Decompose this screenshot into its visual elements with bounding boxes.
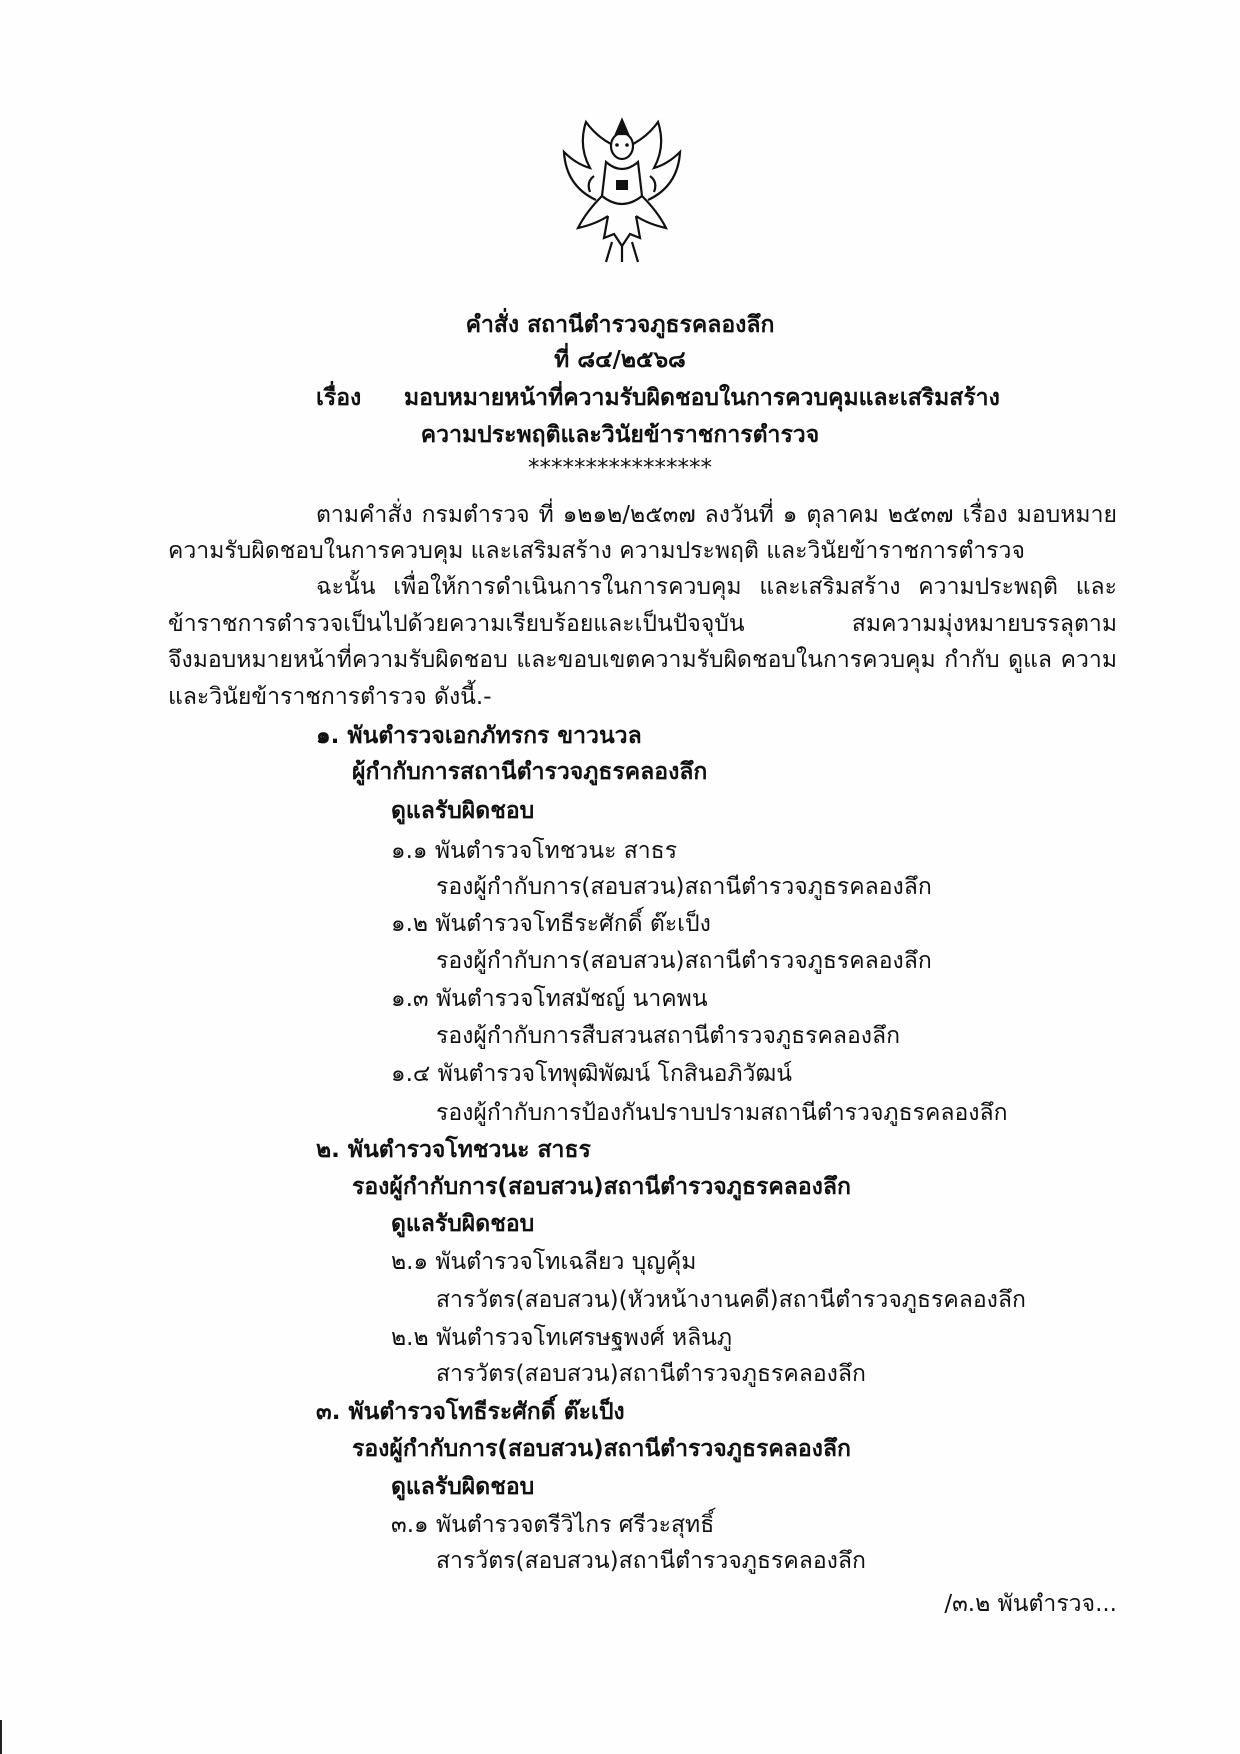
assignment-position: รองผู้กำกับการ(สอบสวน)สถานีตำรวจภูธรคลองลึก bbox=[352, 1436, 851, 1462]
sub-officer-position: รองผู้กำกับการ(สอบสวน)สถานีตำรวจภูธรคลองลึก bbox=[436, 874, 932, 900]
order-number: ที่ ๘๔/๒๕๖๘ bbox=[554, 347, 686, 373]
sub-officer-name: ๑.๒ พันตำรวจโทธีระศักดิ์ ต๊ะเป็ง bbox=[391, 911, 711, 937]
sub-officer-position: รองผู้กำกับการป้องกันปราบปรามสถานีตำรวจภูธรคลองลึก bbox=[436, 1100, 1008, 1126]
sub-officer-name: ๓.๑ พันตำรวจตรีวิไกร ศรีวะสุทธิ์ bbox=[391, 1512, 715, 1538]
paragraph-2-line-3: จึงมอบหมายหน้าที่ความรับผิดชอบ และขอบเขตความรับผิดชอบในการควบคุม กำกับ ดูแล ความ bbox=[168, 647, 1117, 673]
assignment-position: ผู้กำกับการสถานีตำรวจภูธรคลองลึก bbox=[352, 759, 708, 785]
assignment-position: รองผู้กำกับการ(สอบสวน)สถานีตำรวจภูธรคลองลึก bbox=[352, 1174, 851, 1200]
sub-officer-name: ๑.๑ พันตำรวจโทชวนะ สาธร bbox=[391, 838, 678, 864]
assignment-heading: ๑. พันตำรวจเอกภัทรกร ขาวนวล bbox=[316, 723, 642, 749]
sub-officer-position: สารวัตร(สอบสวน)(หัวหน้างานคดี)สถานีตำรวจภูธรคลองลึก bbox=[436, 1287, 1026, 1313]
scan-edge-mark bbox=[0, 1720, 2, 1754]
paragraph-2-line-2: ข้าราชการตำรวจเป็นไปด้วยความเรียบร้อยและเป็นปัจจุบัน สมความมุ่งหมายบรรลุตาม bbox=[168, 611, 1117, 637]
sub-officer-position: สารวัตร(สอบสวน)สถานีตำรวจภูธรคลองลึก bbox=[436, 1361, 866, 1387]
paragraph-1-line-2: ความรับผิดชอบในการควบคุม และเสริมสร้าง ความประพฤติ และวินัยข้าราชการตำรวจ bbox=[168, 538, 1025, 564]
sub-officer-name: ๑.๓ พันตำรวจโทสมัชญ์ นาคพน bbox=[391, 986, 708, 1012]
paragraph-2-line-1: ฉะนั้น เพื่อให้การดำเนินการในการควบคุม และเสริมสร้าง ความประพฤติ และ bbox=[316, 574, 1117, 600]
subject-label: เรื่อง bbox=[316, 385, 362, 411]
subject-line-2: ความประพฤติและวินัยข้าราชการตำรวจ bbox=[420, 422, 820, 448]
sub-officer-position: รองผู้กำกับการ(สอบสวน)สถานีตำรวจภูธรคลองลึก bbox=[436, 948, 932, 974]
paragraph-2-line-4: และวินัยข้าราชการตำรวจ ดังนี้.- bbox=[168, 684, 492, 710]
sub-officer-position: สารวัตร(สอบสวน)สถานีตำรวจภูธรคลองลึก bbox=[436, 1548, 866, 1574]
assignment-heading: ๓. พันตำรวจโทธีระศักดิ์ ต๊ะเป็ง bbox=[316, 1399, 625, 1425]
responsibility-label: ดูแลรับผิดชอบ bbox=[391, 1211, 535, 1237]
sub-officer-name: ๑.๔ พันตำรวจโทพุฒิพัฒน์ โกสินอภิวัฒน์ bbox=[391, 1061, 792, 1087]
responsibility-label: ดูแลรับผิดชอบ bbox=[391, 1474, 535, 1500]
sub-officer-name: ๒.๒ พันตำรวจโทเศรษฐพงศ์ หลินภู bbox=[391, 1325, 733, 1351]
separator-asterisks: **************** bbox=[528, 455, 712, 481]
subject-line-1: มอบหมายหน้าที่ความรับผิดชอบในการควบคุมและเสริมสร้าง bbox=[404, 385, 1000, 411]
order-title: คำสั่ง สถานีตำรวจภูธรคลองลึก bbox=[465, 312, 775, 338]
garuda-emblem-icon bbox=[556, 116, 688, 264]
continuation-note: /๓.๒ พันตำรวจ... bbox=[944, 1591, 1117, 1617]
paragraph-1-line-1: ตามคำสั่ง กรมตำรวจ ที่ ๑๒๑๒/๒๕๓๗ ลงวันที่ ๑ ตุลาคม ๒๕๓๗ เรื่อง มอบหมาย bbox=[316, 502, 1117, 528]
sub-officer-position: รองผู้กำกับการสืบสวนสถานีตำรวจภูธรคลองลึก bbox=[436, 1023, 901, 1049]
responsibility-label: ดูแลรับผิดชอบ bbox=[391, 798, 535, 824]
assignment-heading: ๒. พันตำรวจโทชวนะ สาธร bbox=[316, 1137, 591, 1163]
sub-officer-name: ๒.๑ พันตำรวจโทเฉลียว บุญคุ้ม bbox=[391, 1249, 697, 1275]
